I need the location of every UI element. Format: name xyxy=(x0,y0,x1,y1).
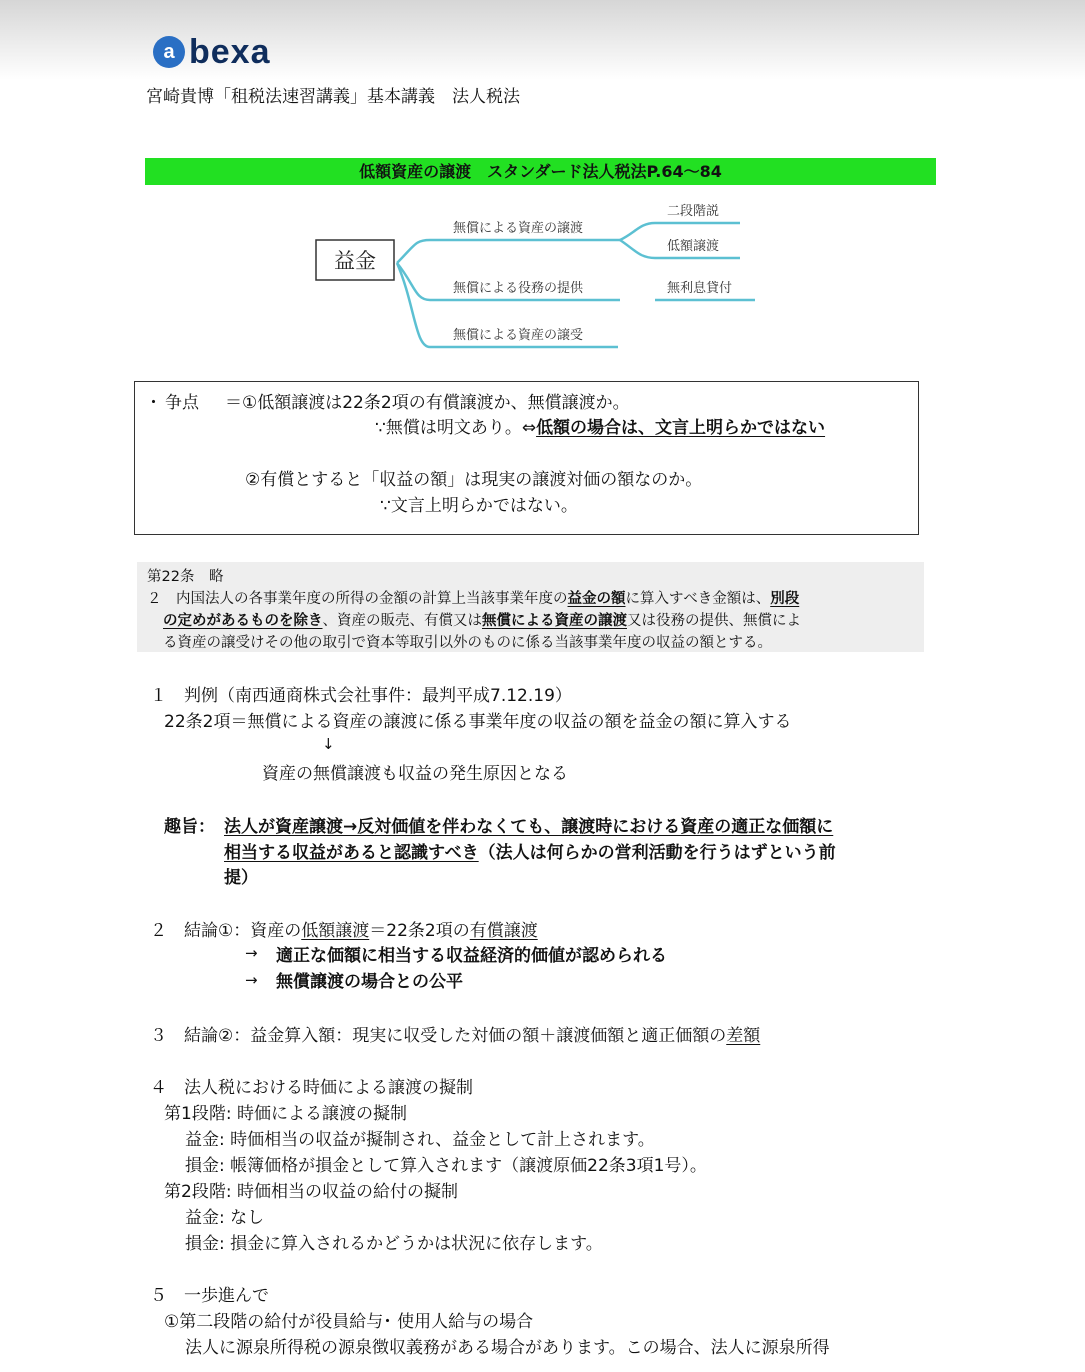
s4-stage-1: 第1段階: 時価による譲渡の擬制 xyxy=(164,1104,407,1124)
s2-heading: ２ 結論①：資産の低額譲渡＝22条2項の有償譲渡 xyxy=(150,921,538,941)
diagram-sub-branch-2: 低額譲渡 xyxy=(667,239,720,254)
s1-gist-line-3: 提） xyxy=(224,868,258,888)
s1-heading: １ 判例（南西通商株式会社事件：最判平成7.12.19） xyxy=(150,686,572,706)
section-banner: 低額資産の譲渡 スタンダード法人税法P.64～84 xyxy=(145,158,936,185)
s4-stage-2-income: 益金: なし xyxy=(185,1208,265,1228)
s5-line-1: ①第二段階の給付が役員給与･ 使用人給与の場合 xyxy=(164,1312,534,1332)
diagram-branch-1: 無償による資産の譲渡 xyxy=(453,221,584,236)
s5-heading: ５ 一歩進んで xyxy=(150,1286,269,1306)
diagram-branch-2: 無償による役務の提供 xyxy=(453,281,584,296)
s1-line-1: 22条2項＝無償による資産の譲渡に係る事業年度の収益の額を益金の額に算入する xyxy=(164,712,792,732)
s1-gist-label: 趣旨： xyxy=(164,817,215,837)
brand-logo[interactable] xyxy=(153,33,271,71)
concept-diagram xyxy=(300,195,770,360)
s4-stage-1-income: 益金: 時価相当の収益が擬制され、益金として計上されます。 xyxy=(185,1130,655,1150)
logo-icon: a xyxy=(153,36,185,68)
s1-gist-line-2: 相当する収益があると認識すべき（法人は何らかの営利活動を行うはずという前 xyxy=(224,843,836,863)
s2-arrow-2: → xyxy=(245,971,258,989)
article-heading: 第22条 略 xyxy=(147,569,224,585)
article-line-1: ２ 内国法人の各事業年度の所得の金額の計算上当該事業年度の益金の額に算入すべき金額は、別段 xyxy=(147,591,800,607)
s4-stage-1-expense: 損金: 帳簿価格が損金として算入されます（譲渡原価22条3項1号）。 xyxy=(185,1156,707,1176)
s1-arrow: ↓ xyxy=(322,735,335,753)
issue-label: 争点 xyxy=(165,393,199,413)
diagram-root: 益金 xyxy=(334,249,376,273)
issue-line-4: ∵文言上明らかではない。 xyxy=(380,496,578,516)
s4-stage-2-expense: 損金: 損金に算入されるかどうかは状況に依存します。 xyxy=(185,1234,603,1254)
diagram-branch-3: 無償による資産の譲受 xyxy=(453,328,584,343)
s3-line: ３ 結論②：益金算入額：現実に収受した対価の額＋譲渡価額と適正価額の差額 xyxy=(150,1026,761,1046)
s2-arrow-1: → xyxy=(245,944,258,962)
issue-box xyxy=(134,381,919,535)
s1-gist-line-1: 法人が資産譲渡→反対価値を伴わなくても、譲渡時における資産の適正な価額に xyxy=(224,817,834,837)
s4-stage-2: 第2段階: 時価相当の収益の給付の擬制 xyxy=(164,1182,458,1202)
article-line-2: の定めがあるものを除き、資産の販売、有償又は無償による資産の譲渡又は役務の提供、無償によ xyxy=(163,613,801,629)
logo-text: bexa xyxy=(189,33,271,71)
s1-line-2: 資産の無償譲渡も収益の発生原因となる xyxy=(262,764,568,784)
issue-line-3: ②有償とすると「収益の額」は現実の譲渡対価の額なのか。 xyxy=(245,470,703,490)
issue-line-2: ∵無償は明文あり。⇔低額の場合は、文言上明らかではない xyxy=(375,418,826,438)
diagram-sub-branch-3: 無利息貸付 xyxy=(667,281,733,296)
issue-bullet: ・ xyxy=(145,393,162,413)
s5-line-2: 法人に源泉所得税の源泉徴収義務がある場合があります。この場合、法人に源泉所得 xyxy=(185,1338,830,1358)
article-line-3: る資産の譲受けその他の取引で資本等取引以外のものに係る当該事業年度の収益の額とする。 xyxy=(163,635,772,651)
s2-reason-2: 無償譲渡の場合との公平 xyxy=(276,972,463,992)
issue-line-1: ＝①低額譲渡は22条2項の有償譲渡か、無償譲渡か。 xyxy=(225,393,630,413)
diagram-sub-branch-1: 二段階説 xyxy=(667,204,720,219)
s4-heading: ４ 法人税における時価による譲渡の擬制 xyxy=(150,1078,473,1098)
s2-reason-1: 適正な価額に相当する収益経済的価値が認められる xyxy=(276,946,667,966)
article-quote xyxy=(137,562,924,652)
document-subtitle: 宮崎貴博「租税法速習講義」基本講義 法人税法 xyxy=(146,87,520,107)
